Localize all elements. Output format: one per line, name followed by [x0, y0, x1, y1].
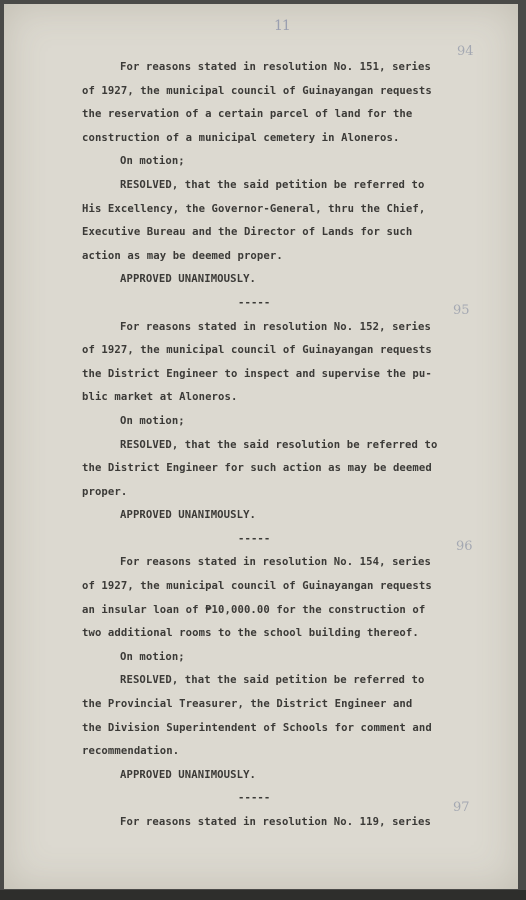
text-line: RESOLVED, that the said resolution be referred to [120, 438, 438, 451]
text-line: proper. [82, 485, 128, 498]
text-line: of 1927, the municipal council of Guinayangan requests [82, 580, 432, 593]
text-line: of 1927, the municipal council of Guinayangan requests [82, 84, 432, 97]
text-line: the District Engineer to inspect and supervise the pu- [82, 367, 432, 380]
margin-number: 94 [457, 44, 474, 59]
motion-line: On motion; [120, 155, 185, 168]
text-line: RESOLVED, that the said petition be referred to [120, 178, 425, 191]
margin-number: 96 [456, 539, 473, 554]
separator: ----- [238, 792, 271, 805]
text-line: For reasons stated in resolution No. 152, series [120, 320, 431, 333]
approved-line: APPROVED UNANIMOUSLY. [120, 768, 257, 781]
separator: ----- [238, 296, 271, 309]
text-line: For reasons stated in resolution No. 151, series [120, 61, 431, 73]
text-line: the reservation of a certain parcel of land for the [82, 108, 413, 121]
approved-line: APPROVED UNANIMOUSLY. [120, 273, 257, 286]
approved-line: APPROVED UNANIMOUSLY. [120, 509, 257, 522]
text-line: construction of a municipal cemetery in Aloneros. [82, 131, 400, 144]
separator: ----- [238, 532, 271, 545]
text-line: For reasons stated in resolution No. 154, series [120, 556, 431, 569]
text-line: two additional rooms to the school building thereof. [82, 627, 419, 640]
text-line: RESOLVED, that the said petition be referred to [120, 674, 425, 687]
text-line: His Excellency, the Governor-General, thru the Chief, [82, 202, 426, 215]
motion-line: On motion; [120, 650, 185, 663]
text-line: an insular loan of ₱10,000.00 for the construction of [82, 603, 426, 616]
text-line: action as may be deemed proper. [82, 249, 283, 262]
text-line: the District Engineer for such action as may be deemed [82, 462, 432, 475]
text-line: the Division Superintendent of Schools for comment and [82, 721, 432, 734]
margin-number: 97 [453, 800, 470, 815]
motion-line: On motion; [120, 414, 185, 427]
document-page [4, 4, 518, 889]
text-line: For reasons stated in resolution No. 119, series [120, 816, 431, 828]
text-line: of 1927, the municipal council of Guinayangan requests [82, 344, 432, 357]
text-line: the Provincial Treasurer, the District Engineer and [82, 698, 413, 711]
text-line: blic market at Aloneros. [82, 391, 238, 404]
text-line: Executive Bureau and the Director of Lands for such [82, 226, 413, 239]
text-line: recommendation. [82, 745, 180, 758]
scan-footer-strip [0, 890, 526, 900]
margin-number: 95 [453, 303, 470, 318]
resolutions-body [82, 56, 482, 835]
page-number: 11 [274, 18, 290, 34]
